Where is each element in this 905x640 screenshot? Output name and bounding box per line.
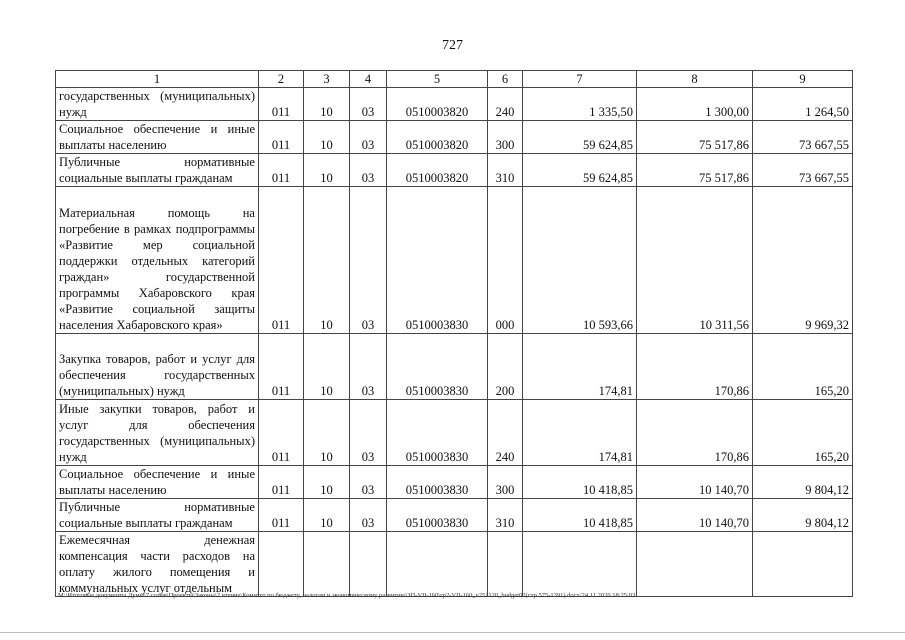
code-4-cell: 03 <box>350 154 387 187</box>
amount-7-cell: 59 624,85 <box>523 154 637 187</box>
header-cell: 8 <box>637 71 753 88</box>
amount-8-cell: 10 140,70 <box>637 466 753 499</box>
code-2-cell: 011 <box>259 187 304 334</box>
code-2-cell: 011 <box>259 499 304 532</box>
row-name-cell: Публичные нормативные социальные выплаты гражданам <box>56 154 259 187</box>
amount-9-cell: 73 667,55 <box>753 154 853 187</box>
amount-8-cell: 170,86 <box>637 334 753 400</box>
amount-9-cell: 165,20 <box>753 334 853 400</box>
amount-9-cell: 73 667,55 <box>753 121 853 154</box>
amount-8-cell: 75 517,86 <box>637 154 753 187</box>
row-name-cell: Публичные нормативные социальные выплаты гражданам <box>56 499 259 532</box>
amount-9-cell: 9 804,12 <box>753 466 853 499</box>
code-2-cell: 011 <box>259 88 304 121</box>
file-path-footer: M:\Итоговые документы Думы\7 созыв\Проекты\Законы\2 чтение\Комитет по бюджету, налогам и экономическому развитию\ЗП-VII-160\гр2-VII-160_v251120_budget02(стр 575-1391) docx/24.11.2020 18:25:03 <box>58 592 636 599</box>
expense-type-cell: 300 <box>488 466 523 499</box>
page-number: 727 <box>442 38 463 53</box>
code-4-cell: 03 <box>350 400 387 466</box>
amount-9-cell: 165,20 <box>753 400 853 466</box>
amount-7-cell: 1 335,50 <box>523 88 637 121</box>
amount-9-cell: 1 264,50 <box>753 88 853 121</box>
table-row <box>56 187 853 334</box>
header-cell: 4 <box>350 71 387 88</box>
target-code-cell: 0510003830 <box>387 400 488 466</box>
code-4-cell: 03 <box>350 187 387 334</box>
code-2-cell: 011 <box>259 334 304 400</box>
header-cell: 7 <box>523 71 637 88</box>
code-4-cell: 03 <box>350 499 387 532</box>
amount-7-cell: 174,81 <box>523 400 637 466</box>
row-name-cell: Иные закупки товаров, работ и услуг для обеспечения государственных (муниципальных) нужд <box>56 400 259 466</box>
target-code-cell: 0510003830 <box>387 466 488 499</box>
code-3-cell: 10 <box>304 154 350 187</box>
table-row <box>56 499 853 532</box>
table-row <box>56 532 853 597</box>
expense-type-cell: 240 <box>488 88 523 121</box>
code-4-cell: 03 <box>350 466 387 499</box>
code-3-cell: 10 <box>304 466 350 499</box>
target-code-cell: 0510003820 <box>387 88 488 121</box>
amount-7-cell: 10 418,85 <box>523 499 637 532</box>
code-2-cell: 011 <box>259 466 304 499</box>
table-row <box>56 88 853 121</box>
expense-type-cell <box>488 532 523 597</box>
amount-9-cell: 9 969,32 <box>753 187 853 334</box>
row-name-cell: Ежемесячная денежная компенсация части расходов на оплату жилого помещения и коммунальных услуг отдельным <box>56 532 259 597</box>
amount-8-cell: 10 140,70 <box>637 499 753 532</box>
code-3-cell: 10 <box>304 121 350 154</box>
header-cell: 9 <box>753 71 853 88</box>
code-3-cell <box>304 532 350 597</box>
expense-type-cell: 000 <box>488 187 523 334</box>
row-name-cell: Материальная помощь на погребение в рамках подпрограммы «Развитие мер социальной поддержки отдельных категорий граждан» государственной программы Хабаровского края «Развитие социальной защиты населения Хабаровского края» <box>56 187 259 334</box>
code-2-cell: 011 <box>259 154 304 187</box>
code-3-cell: 10 <box>304 400 350 466</box>
code-2-cell: 011 <box>259 121 304 154</box>
row-name-cell: Социальное обеспечение и иные выплаты населению <box>56 466 259 499</box>
target-code-cell: 0510003830 <box>387 334 488 400</box>
amount-9-cell: 9 804,12 <box>753 499 853 532</box>
target-code-cell: 0510003830 <box>387 187 488 334</box>
amount-7-cell: 59 624,85 <box>523 121 637 154</box>
code-3-cell: 10 <box>304 88 350 121</box>
table-row <box>56 400 853 466</box>
table-row <box>56 466 853 499</box>
header-cell: 2 <box>259 71 304 88</box>
target-code-cell: 0510003820 <box>387 121 488 154</box>
header-cell: 1 <box>56 71 259 88</box>
code-4-cell: 03 <box>350 88 387 121</box>
target-code-cell <box>387 532 488 597</box>
expense-type-cell: 300 <box>488 121 523 154</box>
expense-type-cell: 310 <box>488 154 523 187</box>
page-edge-divider <box>0 632 905 633</box>
table-row <box>56 334 853 400</box>
expense-type-cell: 240 <box>488 400 523 466</box>
code-3-cell: 10 <box>304 499 350 532</box>
amount-9-cell <box>753 532 853 597</box>
amount-8-cell: 75 517,86 <box>637 121 753 154</box>
row-name-cell: государственных (муниципальных) нужд <box>56 88 259 121</box>
amount-7-cell: 174,81 <box>523 334 637 400</box>
expense-type-cell: 200 <box>488 334 523 400</box>
expense-type-cell: 310 <box>488 499 523 532</box>
target-code-cell: 0510003830 <box>387 499 488 532</box>
amount-7-cell: 10 593,66 <box>523 187 637 334</box>
table-row <box>56 121 853 154</box>
amount-8-cell <box>637 532 753 597</box>
row-name-cell: Социальное обеспечение и иные выплаты населению <box>56 121 259 154</box>
amount-8-cell: 10 311,56 <box>637 187 753 334</box>
budget-table <box>55 70 853 597</box>
code-2-cell: 011 <box>259 400 304 466</box>
table-header-row <box>56 71 853 88</box>
code-2-cell <box>259 532 304 597</box>
header-cell: 6 <box>488 71 523 88</box>
code-4-cell <box>350 532 387 597</box>
code-3-cell: 10 <box>304 187 350 334</box>
code-4-cell: 03 <box>350 121 387 154</box>
code-3-cell: 10 <box>304 334 350 400</box>
target-code-cell: 0510003820 <box>387 154 488 187</box>
amount-8-cell: 1 300,00 <box>637 88 753 121</box>
row-name-cell: Закупка товаров, работ и услуг для обеспечения государственных (муниципальных) нужд <box>56 334 259 400</box>
header-cell: 5 <box>387 71 488 88</box>
amount-8-cell: 170,86 <box>637 400 753 466</box>
header-cell: 3 <box>304 71 350 88</box>
amount-7-cell: 10 418,85 <box>523 466 637 499</box>
amount-7-cell <box>523 532 637 597</box>
code-4-cell: 03 <box>350 334 387 400</box>
table-row <box>56 154 853 187</box>
